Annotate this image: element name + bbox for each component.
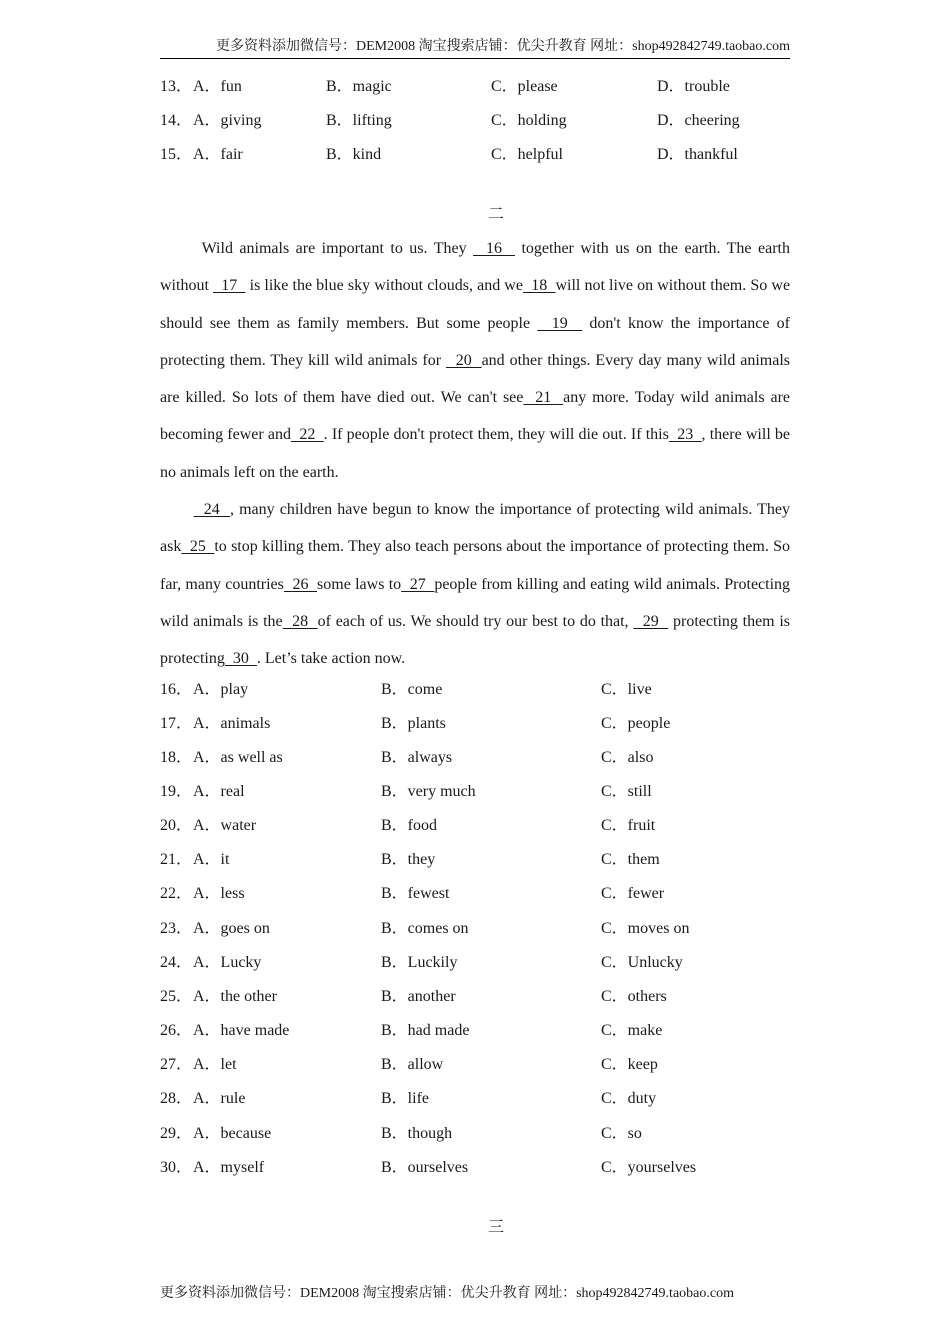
option-c: C．fewer (601, 885, 665, 902)
passage-text: of each of us. We should try our best to do that, (317, 612, 634, 630)
option-c: C．also (601, 749, 654, 766)
option-b: B．come (381, 681, 443, 698)
question-number: 13． (160, 78, 193, 95)
question-number: 16． (160, 681, 193, 698)
section-three-title: 三 (487, 1219, 504, 1236)
option-a: A．have made (193, 1022, 290, 1039)
option-b: B．life (381, 1090, 429, 1107)
question-number: 25． (160, 988, 193, 1005)
passage-text: don't know the importance of protecting them. They kill wild animals for (160, 314, 791, 369)
page-header: 更多资料添加微信号：DEM2008 淘宝搜索店铺：优尖升教育 网址：shop492842749.taobao.com (160, 38, 790, 59)
blank-16: 16 (473, 240, 515, 257)
cloze-passage (160, 230, 790, 678)
passage-text: , many children have begun to know the importance of protecting wild animals. They ask (160, 501, 791, 556)
option-b: B．another (381, 988, 456, 1005)
option-b: B．food (381, 817, 438, 834)
blank-25: 25 (181, 538, 215, 556)
passage-text: is like the blue sky without clouds, and we (245, 277, 523, 295)
question-number: 24． (160, 954, 193, 971)
question-number: 28． (160, 1090, 193, 1107)
option-c: C．holding (491, 112, 567, 129)
option-a: A．goes on (193, 920, 270, 937)
option-c: C．people (601, 715, 671, 732)
passage-text: any more. Today wild animals are becoming fewer and (160, 389, 791, 444)
passage-text: to stop killing them. They also teach persons about the importance of protecting them. So far, many countries (160, 538, 790, 593)
blank-24: 24 (193, 501, 230, 519)
option-a: A．rule (193, 1090, 246, 1107)
option-b: B．though (381, 1125, 453, 1142)
question-number: 30． (160, 1159, 193, 1176)
option-b: B．kind (326, 146, 382, 163)
blank-23: 23 (668, 426, 702, 444)
passage-text: . If people don't protect them, they will die out. If this (323, 426, 669, 444)
passage-paragraph-2 (160, 491, 790, 677)
option-c: C．them (601, 851, 660, 868)
option-a: A．it (193, 851, 230, 868)
blank-30: 30 (224, 650, 257, 668)
page-footer: 更多资料添加微信号：DEM2008 淘宝搜索店铺：优尖升教育 网址：shop492842749.taobao.com (160, 1286, 734, 1301)
option-a: A．myself (193, 1159, 265, 1176)
question-number: 21． (160, 851, 193, 868)
blank-18: 18 (522, 277, 556, 295)
passage-text: . Let’s take action now. (256, 650, 406, 668)
option-c: C．helpful (491, 146, 563, 163)
option-b: B．allow (381, 1056, 444, 1073)
option-a: A．fun (193, 78, 242, 95)
option-a: A．animals (193, 715, 271, 732)
option-d: D．cheering (657, 112, 740, 129)
question-number: 20． (160, 817, 193, 834)
blank-28: 28 (282, 612, 318, 630)
blank-20: 20 (445, 351, 482, 369)
passage-text: together with us on the earth. The earth without (160, 240, 790, 295)
question-number: 23． (160, 920, 193, 937)
passage-text: and other things. Every day many wild animals are killed. So lots of them have died out. We can't see (160, 351, 791, 407)
passage-text: protecting them is protecting (160, 612, 791, 668)
option-c: C．keep (601, 1056, 658, 1073)
option-b: B．lifting (326, 112, 392, 129)
section-two-title: 二 (487, 206, 504, 223)
option-a: A．as well as (193, 749, 283, 766)
option-c: C．make (601, 1022, 663, 1039)
option-a: A．let (193, 1056, 237, 1073)
passage-paragraph-1 (160, 230, 790, 491)
option-a: A．water (193, 817, 257, 834)
option-b: B．very much (381, 783, 476, 800)
option-c: C．Unlucky (601, 954, 683, 971)
passage-text: some laws to (317, 575, 402, 593)
option-c: C．so (601, 1125, 642, 1142)
blank-17: 17 (213, 277, 246, 295)
question-number: 26． (160, 1022, 193, 1039)
option-b: B．plants (381, 715, 446, 732)
option-a: A．play (193, 681, 249, 698)
option-d: D．trouble (657, 78, 730, 95)
question-number: 15． (160, 146, 193, 163)
blank-19: 19 (537, 314, 583, 332)
blank-21: 21 (523, 389, 564, 407)
option-c: C．fruit (601, 817, 656, 834)
option-b: B．comes on (381, 920, 469, 937)
option-c: C．please (491, 78, 558, 95)
passage-text: , there will be no animals left on the earth. (160, 426, 791, 481)
blank-27: 27 (401, 575, 435, 593)
option-b: B．always (381, 749, 453, 766)
option-b: B．fewest (381, 885, 450, 902)
option-c: C．still (601, 783, 652, 800)
option-b: B．magic (326, 78, 392, 95)
option-b: B．they (381, 851, 436, 868)
option-c: C．yourselves (601, 1159, 697, 1176)
blank-29: 29 (633, 612, 669, 630)
option-c: C．others (601, 988, 667, 1005)
question-number: 18． (160, 749, 193, 766)
option-a: A．because (193, 1125, 272, 1142)
option-a: A．the other (193, 988, 277, 1005)
option-a: A．less (193, 885, 245, 902)
blank-22: 22 (290, 426, 324, 444)
option-a: A．giving (193, 112, 262, 129)
option-a: A．Lucky (193, 954, 262, 971)
question-number: 14． (160, 112, 193, 129)
passage-text: Wild animals are important to us. They (201, 240, 474, 257)
passage-text: people from killing and eating wild animals. Protecting wild animals is the (160, 575, 791, 630)
option-b: B．ourselves (381, 1159, 469, 1176)
question-number: 17． (160, 715, 193, 732)
question-number: 19． (160, 783, 193, 800)
blank-26: 26 (283, 575, 318, 593)
option-d: D．thankful (657, 146, 738, 163)
option-c: C．duty (601, 1090, 657, 1107)
option-c: C．moves on (601, 920, 690, 937)
question-number: 27． (160, 1056, 193, 1073)
option-b: B．Luckily (381, 954, 458, 971)
question-number: 22． (160, 885, 193, 902)
option-b: B．had made (381, 1022, 470, 1039)
passage-text: will not live on without them. So we should see them as family members. But some people (160, 277, 791, 332)
question-number: 29． (160, 1125, 193, 1142)
option-a: A．fair (193, 146, 243, 163)
option-c: C．live (601, 681, 652, 698)
option-a: A．real (193, 783, 245, 800)
